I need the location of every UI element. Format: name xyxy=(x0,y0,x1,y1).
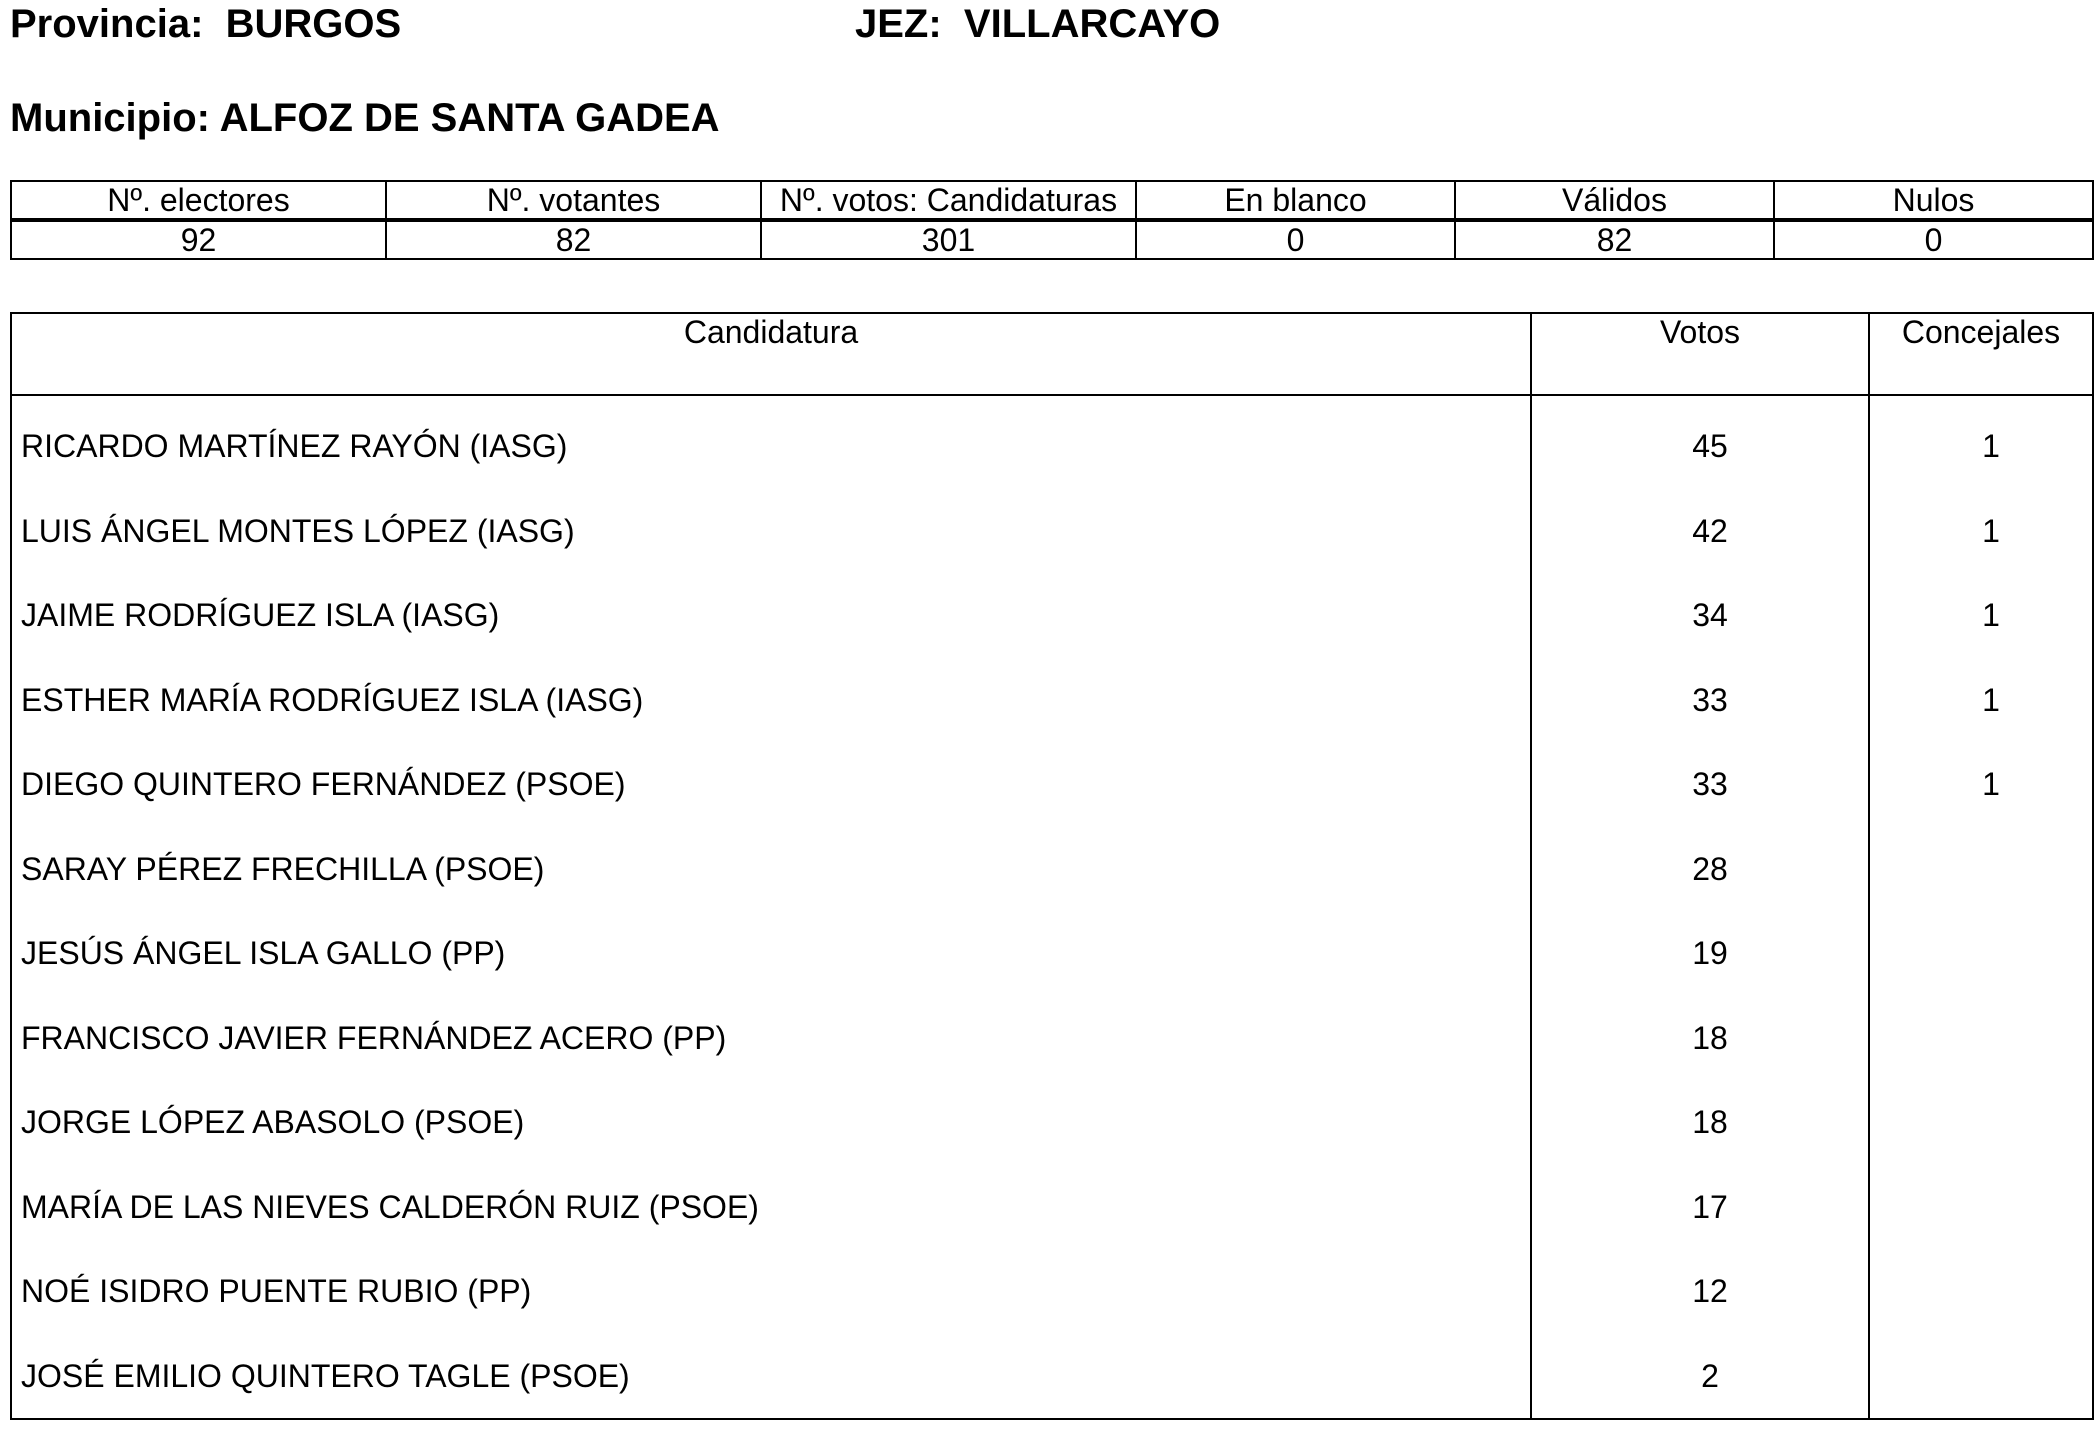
table-row xyxy=(11,827,2093,912)
candidate-name: MARÍA DE LAS NIEVES CALDERÓN RUIZ (PSOE) xyxy=(11,1165,1531,1250)
candidate-votes: 33 xyxy=(1531,658,1869,743)
summary-header-votantes: Nº. votantes xyxy=(386,181,761,219)
candidate-votes: 18 xyxy=(1531,996,1869,1081)
summary-value-votantes: 82 xyxy=(386,221,761,259)
candidate-votes: 12 xyxy=(1531,1249,1869,1334)
candidate-name: RICARDO MARTÍNEZ RAYÓN (IASG) xyxy=(11,395,1531,489)
candidate-seats: 1 xyxy=(1869,489,2093,574)
summary-value-votos-candidaturas: 301 xyxy=(761,221,1136,259)
candidate-votes: 2 xyxy=(1531,1334,1869,1420)
table-row xyxy=(11,742,2093,827)
candidate-votes: 18 xyxy=(1531,1080,1869,1165)
summary-value-electores: 92 xyxy=(11,221,386,259)
candidate-seats xyxy=(1869,827,2093,912)
provincia-heading: Provincia: BURGOS xyxy=(10,2,402,46)
summary-value-nulos: 0 xyxy=(1774,221,2093,259)
summary-value-validos: 82 xyxy=(1455,221,1774,259)
table-row xyxy=(11,395,2093,489)
summary-header-votos-candidaturas: Nº. votos: Candidaturas xyxy=(761,181,1136,219)
table-row xyxy=(11,1334,2093,1420)
candidate-votes: 19 xyxy=(1531,911,1869,996)
candidate-votes: 42 xyxy=(1531,489,1869,574)
candidate-seats xyxy=(1869,1334,2093,1420)
candidate-name: DIEGO QUINTERO FERNÁNDEZ (PSOE) xyxy=(11,742,1531,827)
table-row xyxy=(11,996,2093,1081)
table-row xyxy=(11,658,2093,743)
candidate-seats xyxy=(1869,996,2093,1081)
candidate-votes: 33 xyxy=(1531,742,1869,827)
table-row xyxy=(11,911,2093,996)
candidate-seats xyxy=(1869,1249,2093,1334)
candidate-votes: 45 xyxy=(1531,395,1869,489)
summary-header-en-blanco: En blanco xyxy=(1136,181,1455,219)
candidate-seats xyxy=(1869,1165,2093,1250)
jez-heading: JEZ: VILLARCAYO xyxy=(855,2,1221,46)
summary-value-en-blanco: 0 xyxy=(1136,221,1455,259)
candidate-name: ESTHER MARÍA RODRÍGUEZ ISLA (IASG) xyxy=(11,658,1531,743)
summary-values-row xyxy=(11,221,2093,259)
table-row xyxy=(11,1249,2093,1334)
candidate-seats: 1 xyxy=(1869,742,2093,827)
candidate-seats: 1 xyxy=(1869,658,2093,743)
candidate-votes: 17 xyxy=(1531,1165,1869,1250)
candidate-seats xyxy=(1869,911,2093,996)
results-table xyxy=(10,312,2094,1420)
table-row xyxy=(11,489,2093,574)
candidate-name: NOÉ ISIDRO PUENTE RUBIO (PP) xyxy=(11,1249,1531,1334)
candidate-name: JORGE LÓPEZ ABASOLO (PSOE) xyxy=(11,1080,1531,1165)
candidate-name: JAIME RODRÍGUEZ ISLA (IASG) xyxy=(11,573,1531,658)
candidate-name: FRANCISCO JAVIER FERNÁNDEZ ACERO (PP) xyxy=(11,996,1531,1081)
candidate-seats: 1 xyxy=(1869,573,2093,658)
candidate-name: JOSÉ EMILIO QUINTERO TAGLE (PSOE) xyxy=(11,1334,1531,1420)
candidate-votes: 28 xyxy=(1531,827,1869,912)
candidate-name: SARAY PÉREZ FRECHILLA (PSOE) xyxy=(11,827,1531,912)
table-row xyxy=(11,1165,2093,1250)
results-header-votos: Votos xyxy=(1531,313,1869,395)
municipio-heading: Municipio: ALFOZ DE SANTA GADEA xyxy=(10,96,720,140)
candidate-name: LUIS ÁNGEL MONTES LÓPEZ (IASG) xyxy=(11,489,1531,574)
candidate-seats xyxy=(1869,1080,2093,1165)
table-row xyxy=(11,1080,2093,1165)
candidate-name: JESÚS ÁNGEL ISLA GALLO (PP) xyxy=(11,911,1531,996)
table-row xyxy=(11,573,2093,658)
candidate-votes: 34 xyxy=(1531,573,1869,658)
summary-table xyxy=(10,180,2094,260)
summary-header-validos: Válidos xyxy=(1455,181,1774,219)
results-header-concejales: Concejales xyxy=(1869,313,2093,395)
results-header-row xyxy=(11,313,2093,395)
results-header-candidatura: Candidatura xyxy=(11,313,1531,395)
summary-header-row xyxy=(11,181,2093,219)
summary-header-electores: Nº. electores xyxy=(11,181,386,219)
candidate-seats: 1 xyxy=(1869,395,2093,489)
summary-header-nulos: Nulos xyxy=(1774,181,2093,219)
